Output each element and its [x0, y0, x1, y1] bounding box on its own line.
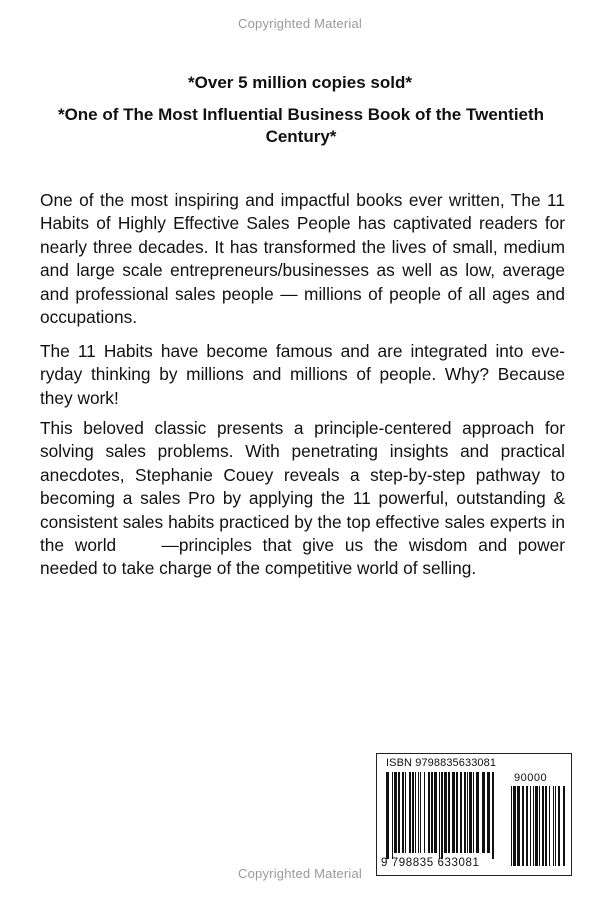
- price-code: 90000: [514, 772, 548, 784]
- barcode-bar: [549, 786, 550, 866]
- barcode-bar: [439, 772, 440, 859]
- headline-influential: *One of The Most Influential Business Book of the Twentieth Century*: [57, 105, 545, 146]
- barcode-bar: [558, 786, 560, 866]
- barcode-bar: [402, 772, 404, 853]
- barcode-bar: [460, 772, 462, 853]
- barcode-bar: [464, 772, 466, 853]
- barcode-bar: [476, 772, 479, 853]
- barcode-bar: [431, 772, 433, 853]
- barcode-bar: [482, 772, 485, 853]
- isbn-label: ISBN 9798835633081: [386, 757, 497, 769]
- barcode-main-bars: [386, 772, 494, 859]
- barcode-bar: [448, 772, 450, 853]
- barcode-bar: [434, 772, 437, 853]
- barcode-bar: [513, 786, 516, 866]
- barcode-bar: [542, 786, 544, 866]
- barcode-bar: [492, 772, 494, 859]
- barcode-bar: [553, 786, 554, 866]
- barcode-bar: [424, 772, 425, 853]
- barcode-bar: [418, 772, 419, 853]
- barcode-bar: [487, 772, 490, 853]
- barcode-bar: [409, 772, 411, 853]
- barcode-bar: [467, 772, 468, 853]
- description-paragraph-1: One of the most inspiring and impactful books ever written, The 11 Habits of Highly Effective Sales People has captivated readers for nearly three decades. It has transformed the lives of small, medium and large scale entrepreneurs/businesses as well as low, average and professional sales people — millions of people of all ages and occupations.: [40, 190, 565, 328]
- copyright-watermark-top: Copyrighted Material: [238, 16, 362, 31]
- description-paragraph-3: This beloved classic presents a principle-centered approach for solving sales problems. With penetrating insights and practical anecdotes, Stephanie Couey reveals a step-by-step pathway to becoming a sales Pro by applying the 11 powerful, outstanding & consistent sales habits practiced by the top effective sales experts in the world —principles that give us the wisdom and power needed to take charge of the competitive world of selling.: [40, 418, 565, 579]
- barcode-bar: [517, 786, 520, 866]
- barcode-bar: [539, 786, 540, 866]
- barcode-bar: [398, 772, 400, 853]
- description-paragraph-2: The 11 Habits have become famous and are integrated into everyday thinking by millions and millions of people. Why? Because they work!: [40, 341, 565, 408]
- barcode-bar: [444, 772, 447, 853]
- barcode-bar: [533, 786, 534, 866]
- barcode-bar: [526, 786, 528, 866]
- barcode-bar: [412, 772, 414, 853]
- barcode-bar: [563, 786, 565, 866]
- barcode-bar: [405, 772, 406, 853]
- barcode-bar: [394, 772, 397, 853]
- barcode-bar: [535, 786, 538, 866]
- barcode-bar: [511, 786, 512, 866]
- isbn-barcode: [376, 753, 572, 876]
- barcode-bar: [522, 786, 524, 866]
- barcode-bar: [428, 772, 430, 853]
- barcode-bar: [555, 786, 556, 866]
- barcode-bar: [441, 772, 443, 859]
- barcode-bar: [452, 772, 455, 853]
- barcode-bar: [456, 772, 458, 853]
- barcode-bar: [469, 772, 472, 853]
- barcode-bar: [386, 772, 389, 859]
- barcode-bar: [392, 772, 393, 859]
- barcode-bar: [545, 786, 547, 866]
- barcode-bar: [473, 772, 474, 853]
- barcode-bar: [530, 786, 531, 866]
- barcode-digits: 9 798835 633081: [381, 857, 480, 869]
- headline-copies-sold: *Over 5 million copies sold*: [188, 73, 412, 92]
- copyright-watermark-bottom: Copyrighted Material: [238, 866, 362, 881]
- barcode-bar: [415, 772, 416, 853]
- barcode-bar: [420, 772, 421, 853]
- barcode-addon-bars: [511, 786, 565, 866]
